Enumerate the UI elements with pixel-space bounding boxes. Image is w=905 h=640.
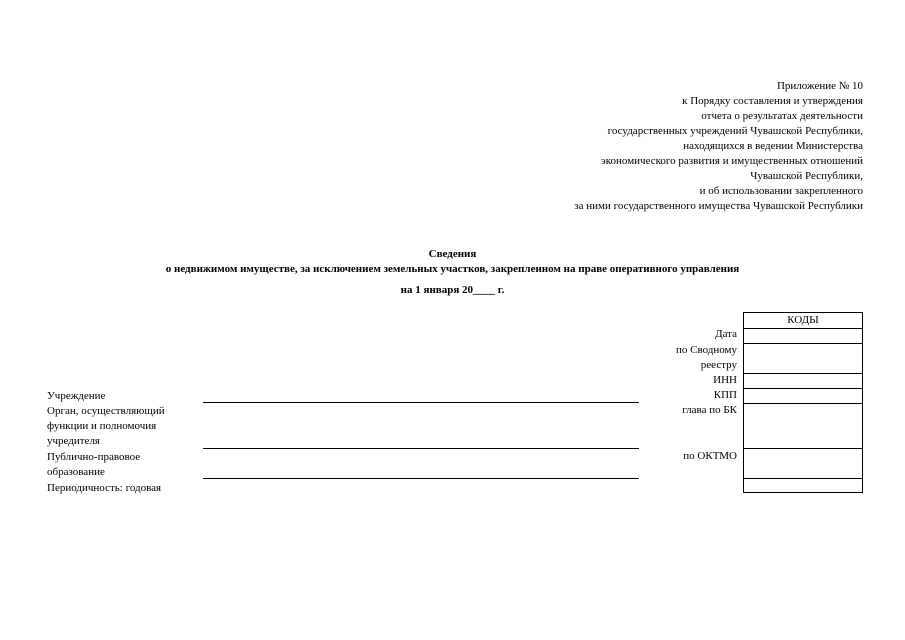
- report-date-line: на 1 января 20____ г.: [400, 284, 505, 296]
- label-registry-2: реестру: [700, 359, 737, 371]
- appendix-line: государственных учреждений Чувашской Республики,: [607, 125, 863, 137]
- code-inn-cell[interactable]: [744, 373, 862, 388]
- label-oktmo: по ОКТМО: [683, 450, 737, 462]
- appendix-line: к Порядку составления и утверждения: [682, 95, 863, 107]
- municipality-label-2: образование: [47, 466, 105, 478]
- institution-field-line[interactable]: [203, 402, 639, 403]
- codes-table: [743, 312, 863, 493]
- label-bk: глава по БК: [682, 404, 737, 416]
- appendix-line: и об использовании закрепленного: [699, 185, 863, 197]
- code-oktmo-cell[interactable]: [744, 448, 862, 478]
- label-kpp: КПП: [713, 389, 737, 401]
- founder-field-line[interactable]: [203, 448, 639, 449]
- founder-label-3: учредителя: [47, 435, 100, 447]
- appendix-line: отчета о результатах деятельности: [701, 110, 863, 122]
- appendix-line: находящихся в ведении Министерства: [683, 140, 863, 152]
- municipality-field-line[interactable]: [203, 478, 639, 479]
- code-bk-cell[interactable]: [744, 403, 862, 448]
- appendix-note: [574, 79, 863, 214]
- label-inn: ИНН: [713, 374, 737, 386]
- appendix-line: за ними государственного имущества Чувашской Республики: [574, 200, 863, 212]
- code-periodicity-cell[interactable]: [744, 478, 862, 492]
- code-date-cell[interactable]: [744, 328, 862, 343]
- appendix-line: экономического развития и имущественных отношений: [601, 155, 863, 167]
- appendix-line: Чувашской Республики,: [750, 170, 863, 182]
- founder-label-2: функции и полномочия: [47, 420, 157, 432]
- codes-header: КОДЫ: [787, 314, 819, 326]
- periodicity-label: Периодичность: годовая: [47, 482, 162, 494]
- appendix-line: Приложение № 10: [776, 80, 863, 92]
- document-subtitle: о недвижимом имуществе, за исключением земельных участков, закрепленном на праве оперативного управления: [165, 263, 740, 275]
- code-kpp-cell[interactable]: [744, 388, 862, 403]
- label-registry-1: по Сводному: [675, 344, 737, 356]
- label-date: Дата: [715, 328, 737, 340]
- document-title: Сведения: [428, 248, 477, 260]
- founder-label-1: Орган, осуществляющий: [47, 405, 165, 417]
- institution-label: Учреждение: [47, 390, 106, 402]
- code-registry-cell[interactable]: [744, 343, 862, 373]
- municipality-label-1: Публично-правовое: [47, 451, 141, 463]
